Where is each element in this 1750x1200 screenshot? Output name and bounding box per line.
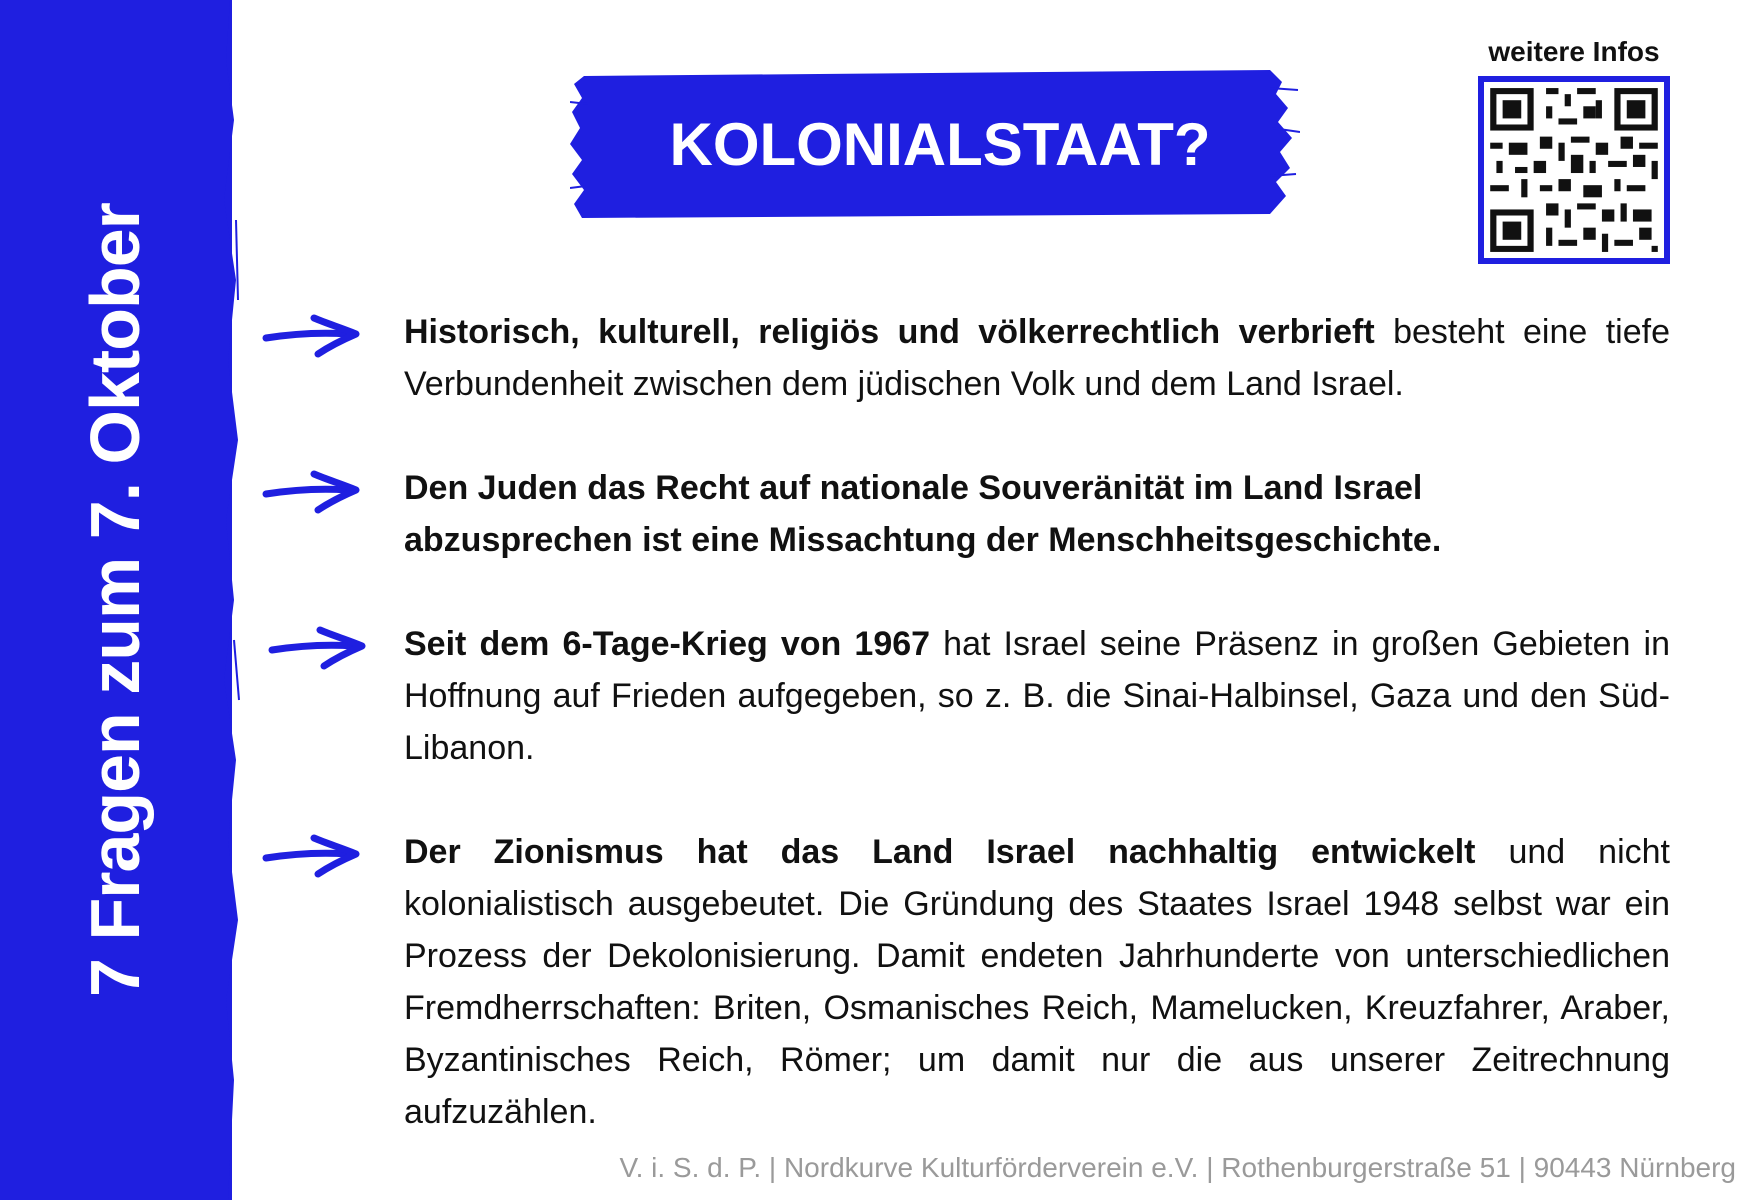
page-title: KOLONIALSTAAT?	[669, 110, 1211, 178]
sidebar-title: 7 Fragen zum 7. Oktober	[76, 203, 154, 997]
arrow-icon	[262, 312, 362, 358]
bullet-3-bold: Seit dem 6-Tage-Krieg von 1967	[404, 625, 931, 663]
bullet-1-text: besteht eine tiefe Verbundenheit zwischen dem jüdischen Volk und dem Land Israel.	[404, 313, 1670, 403]
bullet-2-bold: Den Juden das Recht auf nationale Souveränität im Land Israel abzusprechen ist eine Missachtung der Menschheitsgeschichte.	[404, 469, 1442, 559]
bullet-4-bold: Der Zionismus hat das Land Israel nachhaltig entwickelt	[404, 833, 1476, 871]
arrow-icon	[268, 624, 368, 670]
bullet-4	[404, 826, 1670, 1138]
qr-code-icon	[1484, 82, 1664, 258]
bullet-4-text: und nicht kolonialistisch ausgebeutet. Die Gründung des Staates Israel 1948 selbst war ein Prozess der Dekolonisierung. Damit endeten Jahrhunderte von unterschiedlichen Fremdherrschaften: Briten, Osmanisches Reich, Mamelucken, Kreuzfahrer, Araber, Byzantinisches Reich, Römer; um damit nur die aus unserer Zeitrechnung aufzuzählen.	[404, 833, 1670, 1131]
bullet-3	[404, 618, 1670, 774]
bullet-2	[404, 462, 1644, 566]
arrow-icon	[262, 832, 362, 878]
title-banner	[570, 68, 1300, 220]
qr-code[interactable]	[1478, 76, 1670, 264]
bullet-1-bold: Historisch, kulturell, religiös und völkerrechtlich verbrieft	[404, 313, 1375, 351]
bullet-1	[404, 306, 1670, 410]
arrow-icon	[262, 468, 362, 514]
brush-edge	[212, 0, 242, 1200]
footer-imprint: V. i. S. d. P. | Nordkurve Kulturförderverein e.V. | Rothenburgerstraße 51 | 90443 Nürnberg	[619, 1152, 1736, 1183]
bullet-3-text: hat Israel seine Präsenz in großen Gebieten in Hoffnung auf Frieden aufgegeben, so z. B. die Sinai-Halbinsel, Gaza und den Süd-Libanon.	[404, 625, 1670, 767]
qr-label: weitere Infos	[1488, 36, 1660, 67]
